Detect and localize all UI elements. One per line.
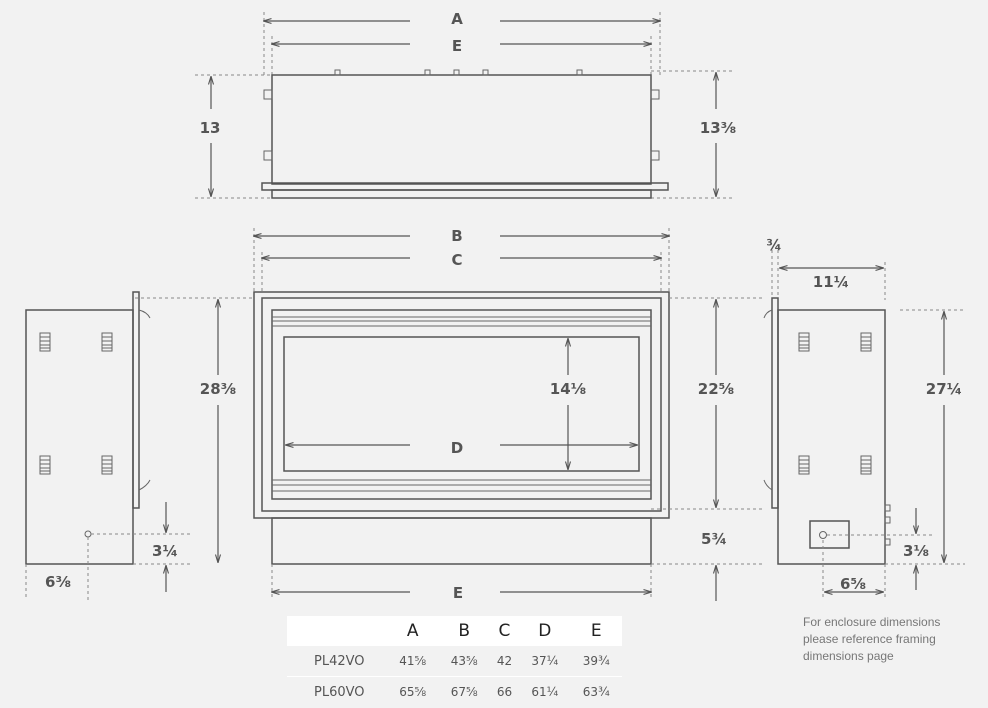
specifications-table xyxy=(287,616,622,707)
dim-right-height xyxy=(926,312,962,562)
vent-icon xyxy=(799,456,809,474)
dim-b xyxy=(254,227,669,245)
top-view-body xyxy=(272,75,651,184)
dim-c xyxy=(262,251,661,269)
dim-e-bottom xyxy=(272,584,651,602)
label-top-height-left: 13 xyxy=(199,119,221,137)
table-row xyxy=(287,646,622,677)
label-right-depth: 6⅝ xyxy=(840,575,866,593)
vent-icon xyxy=(799,333,809,351)
vent-icon xyxy=(40,333,50,351)
vent-icon xyxy=(861,456,871,474)
label-c: C xyxy=(451,251,463,269)
label-d: D xyxy=(450,439,464,457)
note-line: please reference framing xyxy=(803,632,936,646)
gas-connection-icon xyxy=(820,532,827,539)
label-left-depth: 6⅜ xyxy=(45,573,71,591)
left-side-view xyxy=(26,292,190,600)
dim-viewing-height xyxy=(550,339,586,469)
table-header-row xyxy=(287,616,622,646)
label-right-step: ¾ xyxy=(766,236,782,254)
dim-inner-height xyxy=(698,300,734,507)
right-side-view xyxy=(764,236,965,600)
table-cell: 41⅝ xyxy=(399,654,427,668)
table-cell: 66 xyxy=(490,677,519,708)
table-header-cell: E xyxy=(571,616,622,646)
table-header-cell xyxy=(287,616,387,646)
label-right-gas: 3⅛ xyxy=(903,542,929,560)
label-e-top: E xyxy=(451,37,463,55)
enclosure-note xyxy=(803,614,983,665)
front-lower-body xyxy=(272,518,651,564)
table-header-cell: C xyxy=(490,616,519,646)
table-cell: 61¼ xyxy=(519,677,570,708)
table-header-cell: B xyxy=(438,616,489,646)
label-e-bottom: E xyxy=(452,584,464,602)
dim-right-gas xyxy=(903,508,929,590)
label-b: B xyxy=(451,227,463,245)
dim-d xyxy=(286,439,637,457)
dim-top-height-right xyxy=(700,73,736,196)
dim-a-top xyxy=(264,10,660,28)
label-inner-height: 22⅝ xyxy=(697,380,735,398)
table-row xyxy=(287,677,622,708)
table-header-cell: D xyxy=(519,616,570,646)
table-cell: 39¾ xyxy=(582,654,610,668)
table-cell: 65⅝ xyxy=(387,677,438,708)
dim-bottom-offset xyxy=(701,530,727,601)
vent-icon xyxy=(861,333,871,351)
label-a: A xyxy=(451,10,463,28)
vent-icon xyxy=(102,456,112,474)
front-view xyxy=(135,227,765,602)
note-line: dimensions page xyxy=(803,649,894,663)
dim-right-width xyxy=(780,268,883,291)
table-cell: 42 xyxy=(496,654,513,668)
table-cell: 63¾ xyxy=(571,677,622,708)
label-right-height: 27¼ xyxy=(925,380,963,398)
table-header-cell: A xyxy=(387,616,438,646)
model-cell: PL60VO xyxy=(287,677,387,708)
top-view xyxy=(195,10,736,198)
vent-icon xyxy=(102,333,112,351)
label-front-height: 28⅜ xyxy=(199,380,237,398)
label-bottom-offset: 5¾ xyxy=(701,530,727,548)
dim-e-top xyxy=(272,37,651,55)
note-line: For enclosure dimensions xyxy=(803,615,941,629)
dim-left-gas xyxy=(152,502,178,592)
table-cell: 43⅝ xyxy=(450,654,478,668)
label-viewing-height: 14⅛ xyxy=(549,380,587,398)
dim-front-height xyxy=(200,300,236,562)
gas-connection-icon xyxy=(85,531,91,537)
table-cell: 67⅝ xyxy=(438,677,489,708)
label-left-gas: 3¼ xyxy=(152,542,178,560)
label-right-width: 11¼ xyxy=(812,273,850,291)
vent-icon xyxy=(40,456,50,474)
model-cell: PL42VO xyxy=(314,653,365,669)
label-top-height-right: 13⅜ xyxy=(699,119,737,137)
table-cell: 37¼ xyxy=(531,654,559,668)
dim-right-depth xyxy=(825,575,883,593)
dim-top-height-left xyxy=(200,77,221,196)
front-trim xyxy=(262,298,661,511)
